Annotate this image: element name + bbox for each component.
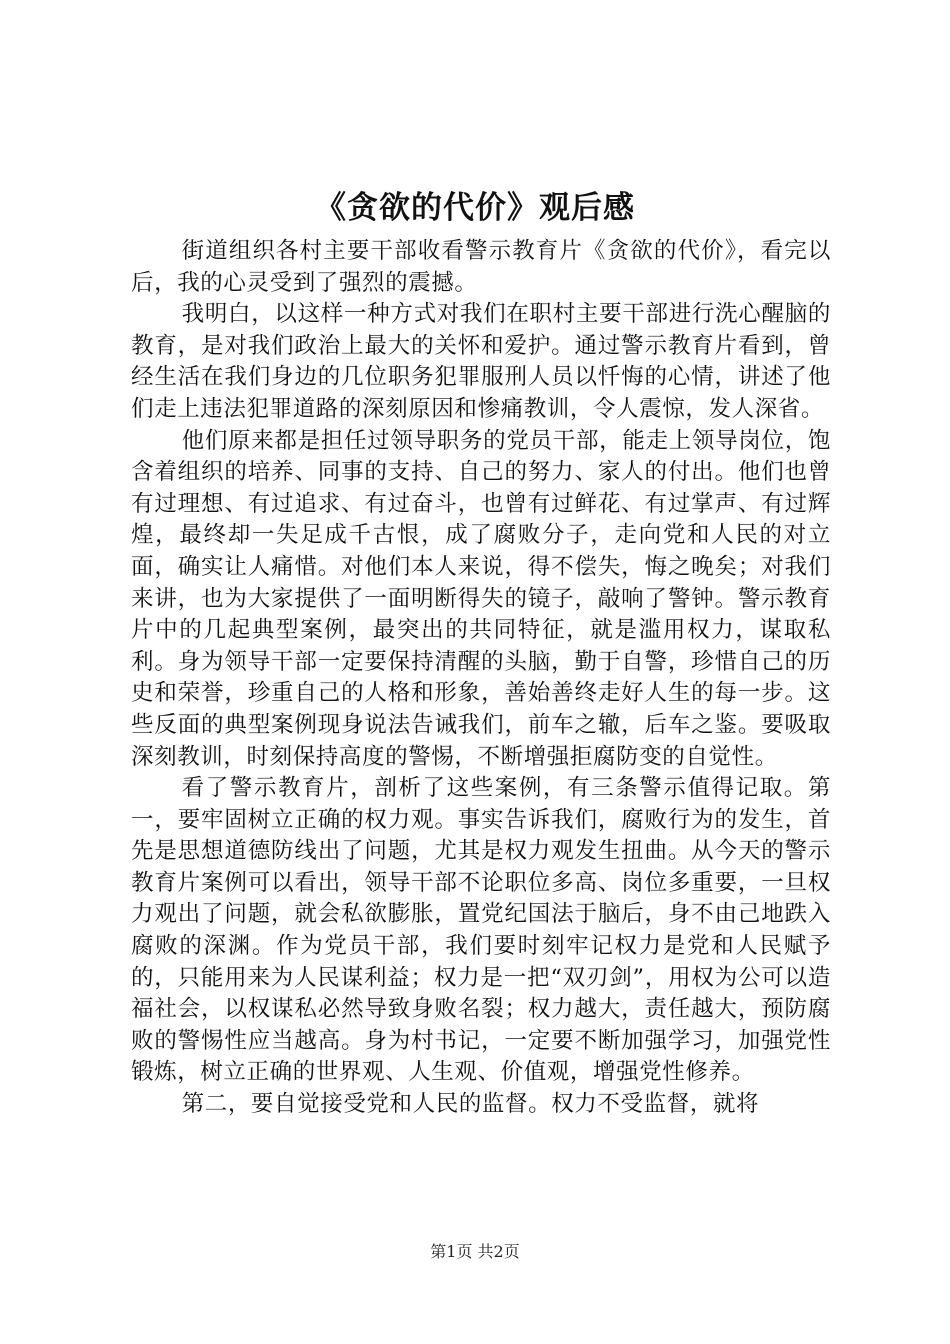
paragraph-4: 看了警示教育片，剖析了这些案例，有三条警示值得记取。第一，要牢固树立正确的权力观。事实告诉我们，腐败行为的发生，首先是思想道德防线出了问题，尤其是权力观发生扭曲。从今天的警示教育片案例可以看出，领导干部不论职位多高、岗位多重要，一旦权力观出了问题，就会私欲膨胀，置党纪国法于脑后，身不由己地跌入腐败的深渊。作为党员干部，我们要时刻牢记权力是党和人民赋予的，只能用来为人民谋利益；权力是一把“双刃剑”，用权为公可以造福社会，以权谋私必然导致身败名裂；权力越大，责任越大，预防腐败的警惕性应当越高。身为村书记，一定要不断加强学习，加强党性锻炼，树立正确的世界观、人生观、价值观，增强党性修养。 [131, 775, 831, 1086]
document-title: 《贪欲的代价》观后感 [315, 190, 635, 226]
paragraph-1: 街道组织各村主要干部收看警示教育片《贪欲的代价》，看完以后，我的心灵受到了强烈的震撼。 [131, 238, 831, 296]
page-indicator: 第1页 共2页 [430, 1242, 520, 1261]
paragraph-5: 第二，要自觉接受党和人民的监督。权力不受监督，就将 [181, 1091, 760, 1118]
paragraph-3: 他们原来都是担任过领导职务的党员干部，能走上领导岗位，饱含着组织的培养、同事的支持、自己的努力、家人的付出。他们也曾有过理想、有过追求、有过奋斗，也曾有过鲜花、有过掌声、有过辉煌，最终却一失足成千古恨，成了腐败分子，走向党和人民的对立面，确实让人痛惜。对他们本人来说，得不偿失，悔之晚矣；对我们来讲，也为大家提供了一面明断得失的镜子，敲响了警钟。警示教育片中的几起典型案例，最突出的共同特征，就是滥用权力，谋取私利。身为领导干部一定要保持清醒的头脑，勤于自警，珍惜自己的历史和荣誉，珍重自己的人格和形象，善始善终走好人生的每一步。这些反面的典型案例现身说法告诫我们，前车之辙，后车之鉴。要吸取深刻教训，时刻保持高度的警惕，不断增强拒腐防变的自觉性。 [131, 427, 831, 770]
document-body [131, 236, 831, 1121]
paragraph-2: 我明白，以这样一种方式对我们在职村主要干部进行洗心醒脑的教育，是对我们政治上最大的关怀和爱护。通过警示教育片看到，曾经生活在我们身边的几位职务犯罪服刑人员以忏悔的心情，讲述了他们走上违法犯罪道路的深刻原因和惨痛教训，令人震惊，发人深省。 [131, 301, 831, 422]
page-footer [0, 1241, 950, 1263]
